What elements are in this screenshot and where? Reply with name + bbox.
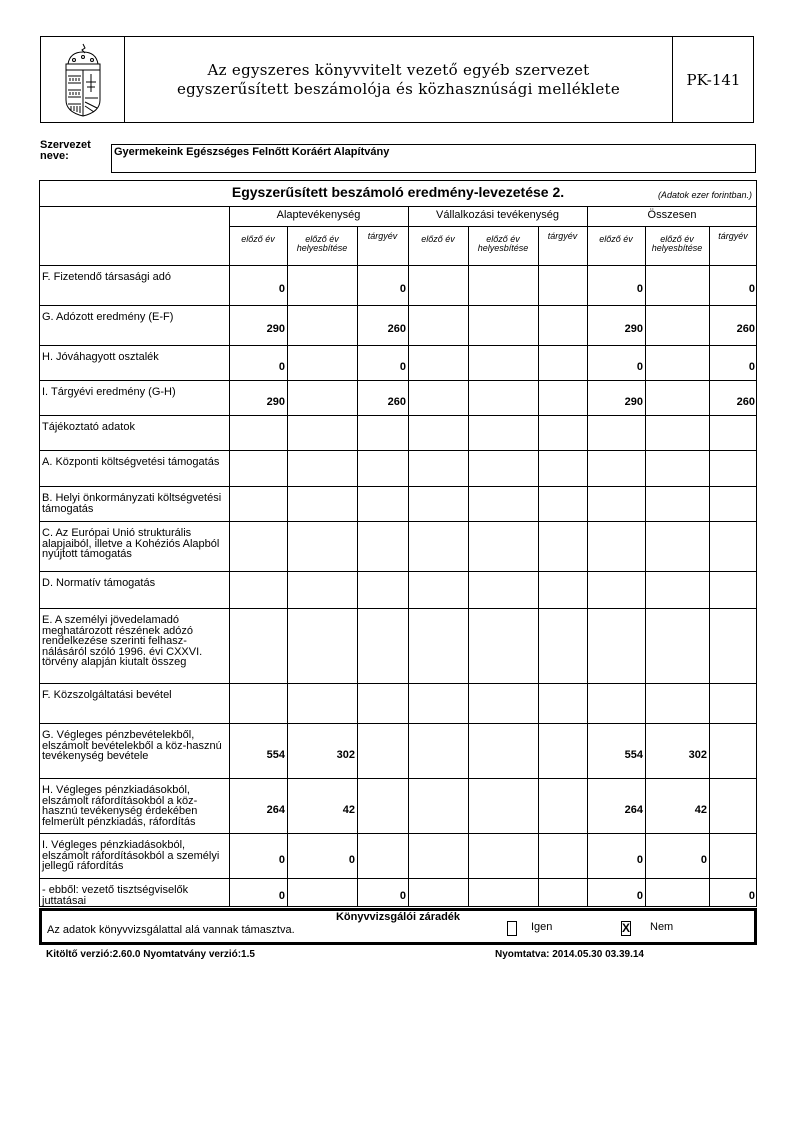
table-cell[interactable]: 290 — [266, 323, 285, 335]
organization-label — [40, 140, 110, 162]
row-label: B. Helyi önkormányzati költségvetési támogatás — [42, 492, 222, 515]
audit-title: Könyvvizsgálói záradék — [335, 911, 461, 923]
subcolumn-header: előző év — [599, 234, 633, 244]
row-label: H. Jóváhagyott osztalék — [42, 351, 159, 363]
subcolumn-header: előző év helyesbítése — [296, 234, 348, 253]
row-label: E. A személyi jövedelamadó meghatározott részének adózó rendelkezése szerinti felhasz-nálásáról szóló 1996. évi CXXVI. törvény alapján kiutalt összeg — [42, 614, 203, 668]
table-cell[interactable]: 554 — [624, 749, 643, 761]
row-label: Tájékoztató adatok — [42, 421, 135, 433]
table-cell[interactable]: 0 — [636, 283, 643, 295]
audit-no-label: Nem — [650, 921, 674, 933]
divider — [40, 345, 757, 346]
table-cell[interactable]: 302 — [336, 749, 355, 761]
row-label: I. Tárgyévi eredmény (G-H) — [42, 386, 176, 398]
table-cell[interactable]: 260 — [387, 323, 406, 335]
divider — [40, 571, 757, 572]
divider — [40, 486, 757, 487]
subcolumn-header: tárgyév — [547, 231, 578, 241]
table-cell[interactable]: 0 — [399, 361, 406, 373]
table-cell[interactable]: 0 — [399, 890, 406, 902]
table-cell[interactable]: 290 — [624, 396, 643, 408]
table-cell[interactable]: 0 — [278, 361, 285, 373]
table-cell[interactable]: 0 — [348, 854, 355, 866]
group-header-vallalkozasi: Vállalkozási tevékenység — [436, 209, 559, 221]
table-cell[interactable]: 0 — [748, 890, 755, 902]
table-cell[interactable]: 290 — [624, 323, 643, 335]
subcolumn-header: előző év — [421, 234, 455, 244]
row-label: C. Az Európai Unió strukturális alapjaiból, illetve a Kohéziós Alapból nyújtott támogatás — [42, 527, 220, 560]
divider — [40, 608, 757, 609]
row-label: H. Végleges pénzkiadásokból, elszámolt ráfordításokból a köz-hasznú tevékenység érdekében felmerült pénzkiadás, ráfordítás — [42, 784, 198, 828]
organization-name-field[interactable]: Gyermekeink Egészséges Felnőtt Koráért Alapítvány — [111, 144, 756, 173]
table-cell[interactable]: 0 — [399, 283, 406, 295]
table-cell[interactable]: 0 — [748, 361, 755, 373]
row-label: A. Központi költségvetési támogatás — [42, 456, 220, 468]
table-cell[interactable]: 0 — [278, 854, 285, 866]
divider — [40, 415, 757, 416]
subcolumn-header: tárgyév — [367, 231, 398, 241]
row-label: D. Normatív támogatás — [42, 577, 156, 589]
subcolumn-header: előző év helyesbítése — [477, 234, 529, 253]
table-cell[interactable]: 260 — [736, 396, 755, 408]
divider — [40, 723, 757, 724]
divider — [538, 226, 539, 906]
divider — [468, 226, 469, 906]
audit-yes-label: Igen — [531, 921, 553, 933]
audit-statement: Az adatok könyvvizsgálattal alá vannak támasztva. — [47, 924, 295, 936]
group-header-osszesen: Összesen — [647, 209, 697, 221]
table-cell[interactable]: 260 — [736, 323, 755, 335]
table-title: Egyszerűsített beszámoló eredmény-levezetése 2. — [231, 184, 565, 200]
table-cell[interactable]: 0 — [636, 890, 643, 902]
form-header — [40, 36, 754, 123]
subcolumn-header: előző év — [241, 234, 275, 244]
audit-yes-checkbox[interactable] — [507, 921, 517, 936]
divider — [40, 265, 757, 266]
divider — [40, 305, 757, 306]
divider — [40, 778, 757, 779]
audit-no-checkbox[interactable]: X — [622, 921, 631, 935]
table-cell[interactable]: 0 — [636, 361, 643, 373]
organization-label-line2: neve: — [40, 150, 69, 162]
table-cell[interactable]: 0 — [278, 890, 285, 902]
subcolumn-header: tárgyév — [718, 231, 748, 241]
divider — [229, 226, 757, 227]
divider — [40, 683, 757, 684]
table-cell[interactable]: 0 — [700, 854, 707, 866]
row-label: G. Adózott eredmény (E-F) — [42, 311, 174, 323]
form-title — [125, 37, 672, 122]
divider — [587, 207, 588, 906]
divider — [40, 380, 757, 381]
form-title-line1: Az egyszeres könyvvitelt vezető egyéb szervezet — [207, 60, 590, 79]
group-header-alaptevekenyseg: Alaptevékenység — [276, 209, 361, 221]
form-code: PK-141 — [672, 37, 754, 122]
table-cell[interactable]: 554 — [266, 749, 285, 761]
divider — [40, 833, 757, 834]
row-label: F. Fizetendő társasági adó — [42, 271, 172, 283]
row-label: G. Végleges pénzbevételekből, elszámolt bevételekből a köz-hasznú tevékenység bevétele — [42, 729, 222, 762]
row-label: I. Végleges pénzkiadásokból, elszámolt ráfordításokból a személyi jellegű ráfordítás — [42, 839, 220, 872]
table-cell[interactable]: 0 — [748, 283, 755, 295]
unit-note: (Adatok ezer forintban.) — [657, 190, 752, 200]
print-timestamp: Nyomtatva: 2014.05.30 03.39.14 — [495, 949, 644, 960]
version-info: Kitöltő verzió:2.60.0 Nyomtatvány verzió:1.5 — [46, 949, 255, 960]
row-label: F. Közszolgáltatási bevétel — [42, 689, 172, 701]
divider — [40, 450, 757, 451]
divider — [229, 207, 230, 906]
row-label: - ebből: vezető tisztségviselők juttatásai — [42, 884, 189, 907]
divider — [408, 207, 409, 906]
form-title-line2: egyszerűsített beszámolója és közhasznúsági melléklete — [176, 79, 621, 98]
table-cell[interactable]: 290 — [266, 396, 285, 408]
table-cell[interactable]: 0 — [278, 283, 285, 295]
divider — [40, 521, 757, 522]
coat-of-arms-icon — [41, 37, 125, 122]
table-cell[interactable]: 42 — [342, 804, 355, 816]
audit-clause-box — [39, 908, 757, 945]
table-cell[interactable]: 260 — [387, 396, 406, 408]
table-cell[interactable]: 264 — [624, 804, 643, 816]
divider — [40, 878, 757, 879]
table-cell[interactable]: 0 — [636, 854, 643, 866]
table-cell[interactable]: 264 — [266, 804, 285, 816]
table-title-bar — [40, 181, 756, 207]
subcolumn-header: előző év helyesbítése — [651, 234, 703, 253]
table-cell[interactable]: 302 — [688, 749, 707, 761]
organization-label-line1: Szervezet — [40, 139, 91, 151]
table-cell[interactable]: 42 — [694, 804, 707, 816]
